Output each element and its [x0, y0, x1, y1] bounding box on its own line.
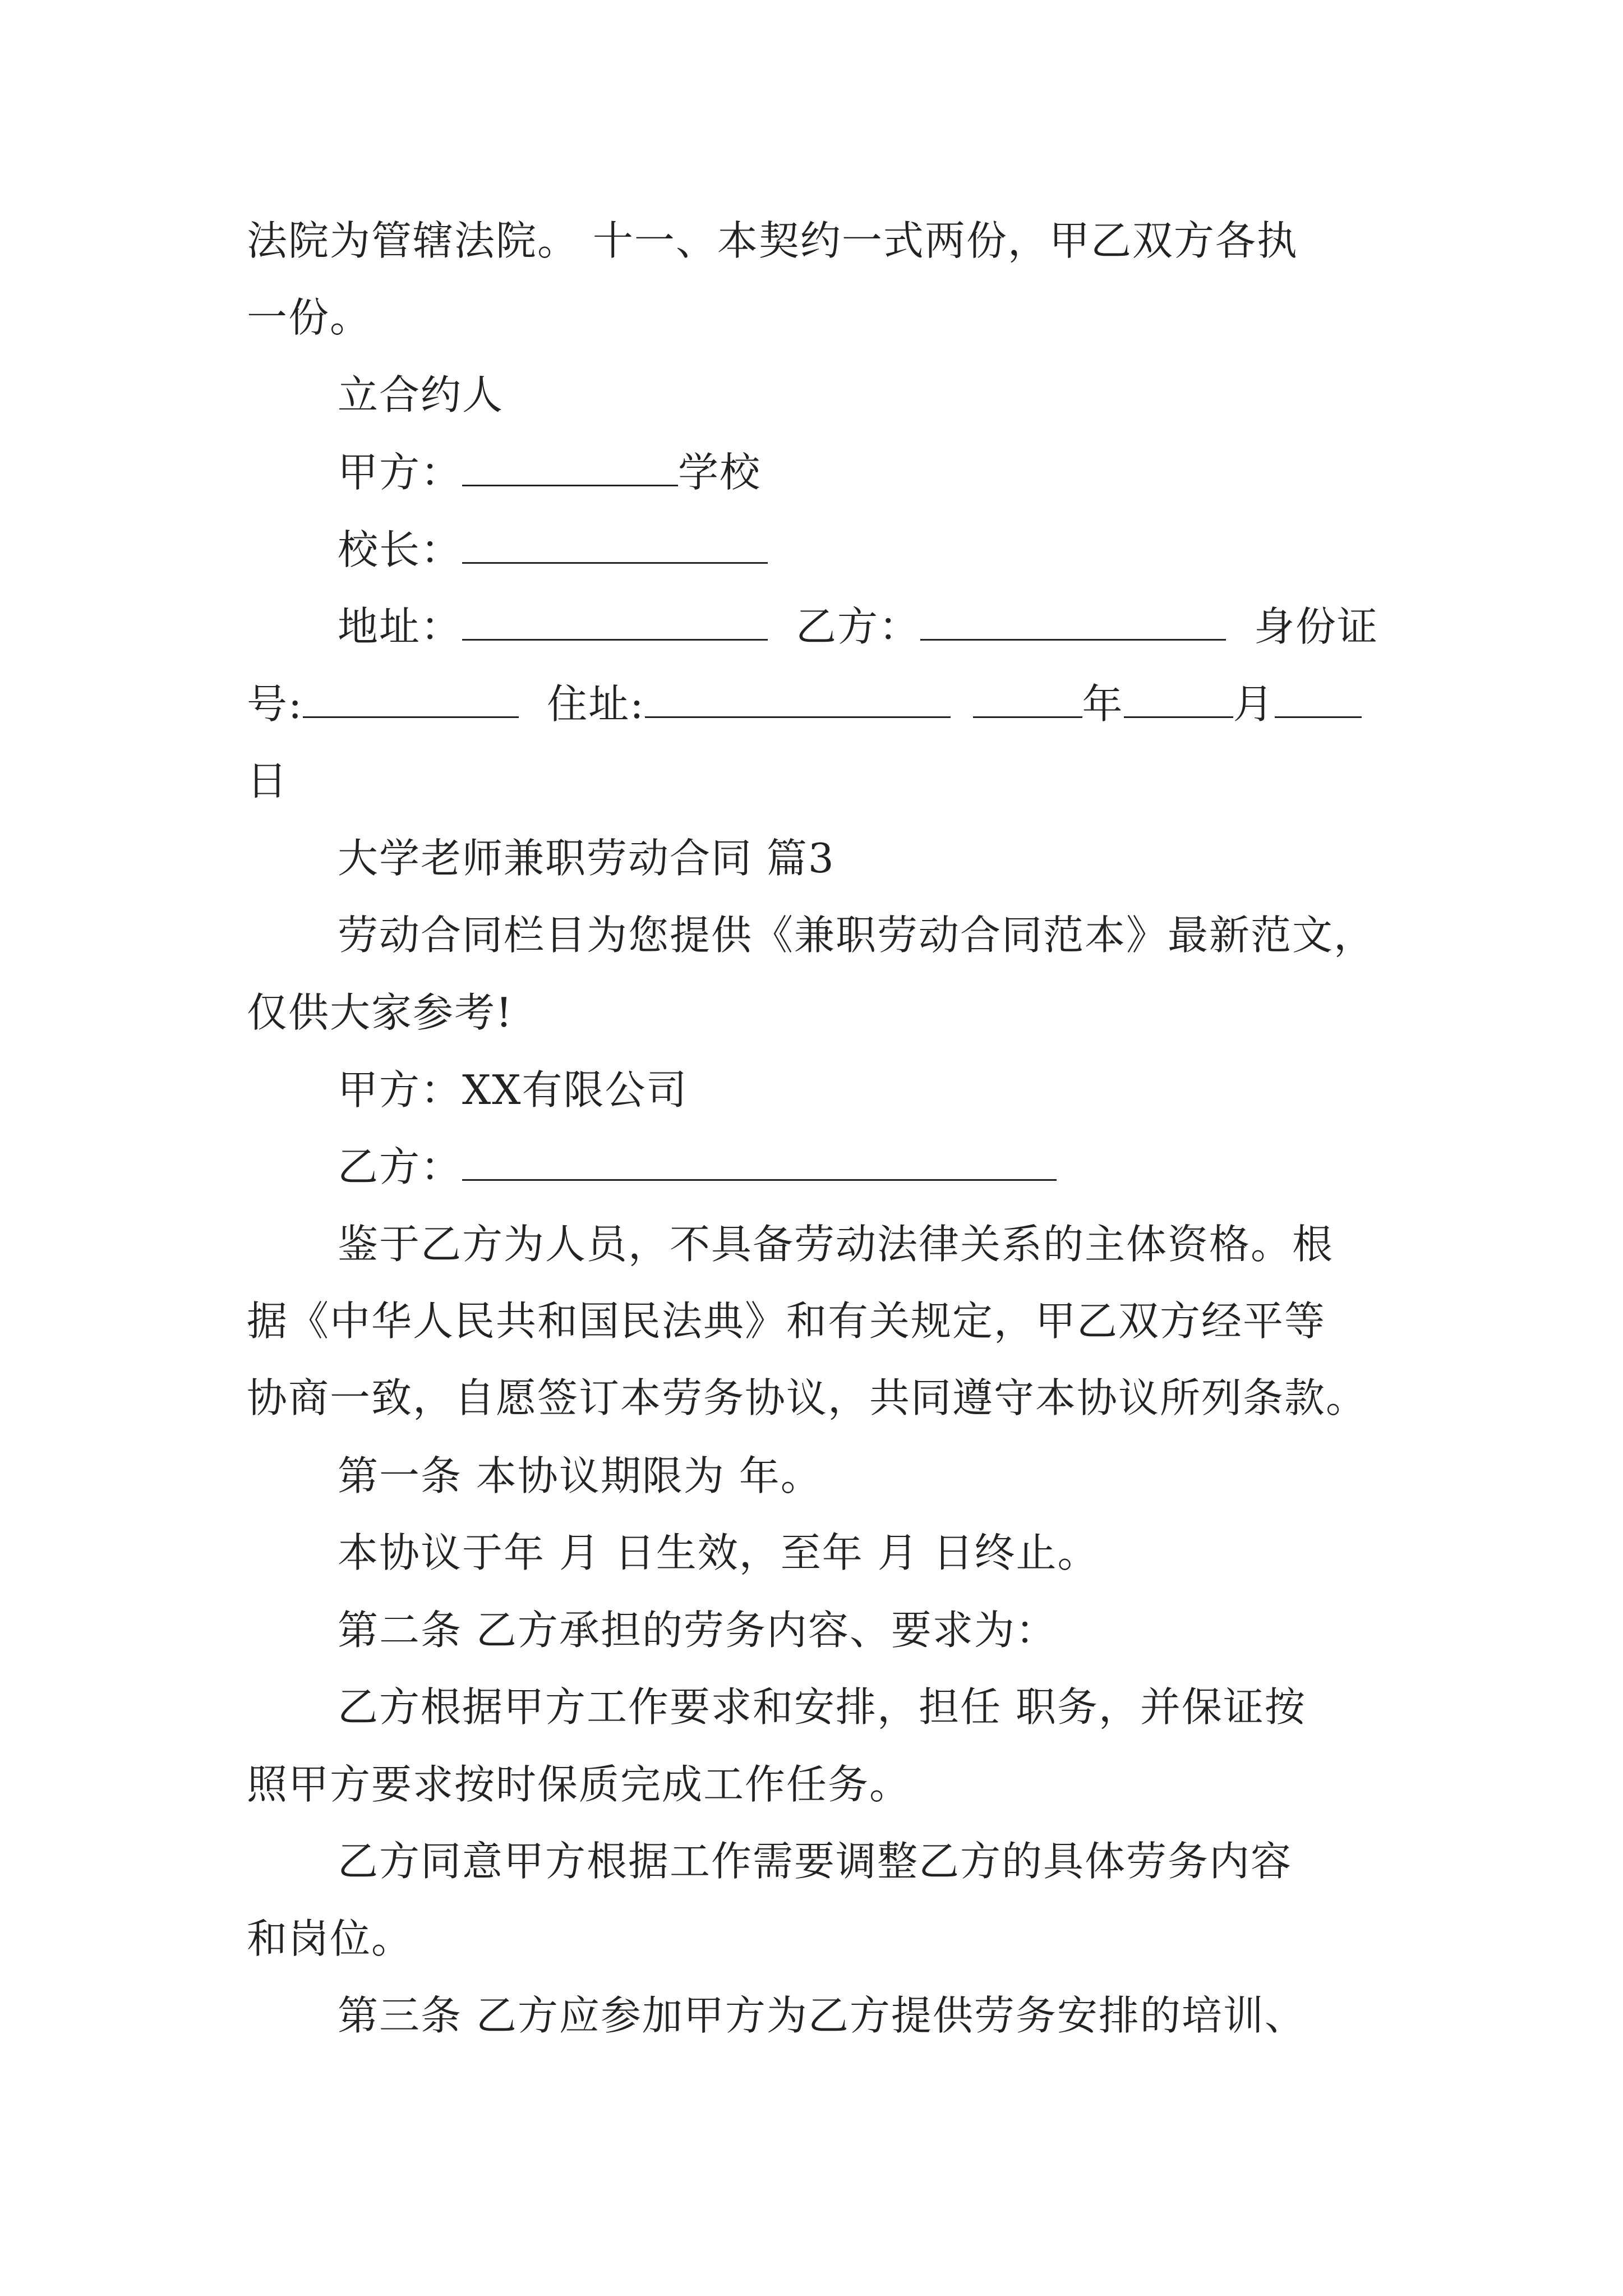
party-b-label: 乙方： [338, 1143, 463, 1190]
party-a-label: 甲方： [338, 449, 463, 496]
text-line-content: 第三条 乙方应参加甲方为乙方提供劳务安排的培训、 [338, 1992, 1306, 2039]
text-line [247, 1297, 1326, 1345]
day-label: 日 [247, 757, 289, 804]
text-line-content: 第二条 乙方承担的劳务内容、要求为： [338, 1607, 1057, 1654]
text-line [338, 912, 1376, 959]
text-line [338, 1066, 688, 1114]
blank-field [1275, 684, 1362, 718]
text-line [247, 680, 1362, 728]
text-line [338, 603, 1379, 650]
blank-field [920, 606, 1226, 641]
text-line [247, 1761, 911, 1808]
section-heading [338, 835, 835, 882]
text-line-content: 乙方同意甲方根据工作需要调整乙方的具体劳务内容 [338, 1838, 1293, 1885]
text-line-content: 据《中华人民共和国民法典》和有关规定，甲乙双方经平等 [247, 1297, 1326, 1345]
blank-field [462, 452, 678, 486]
text-line [338, 449, 762, 496]
text-line [338, 1992, 1306, 2039]
party-b-label: 乙方： [796, 603, 921, 650]
text-line-content: 本协议于年 月 日生效，至年 月 日终止。 [338, 1529, 1099, 1576]
text-line [338, 526, 768, 573]
residence-label: 住址: [547, 680, 645, 728]
school-label: 学校 [678, 449, 762, 496]
text-line-content: 劳动合同栏目为您提供《兼职劳动合同范本》最新范文， [338, 912, 1376, 959]
text-line [338, 1143, 1057, 1190]
text-line [247, 217, 1380, 264]
principal-label: 校长： [338, 526, 463, 573]
text-line [247, 989, 513, 1036]
text-line-content: 法院为管辖法院。 十一、本契约一式两份，甲乙双方各执 [247, 217, 1298, 264]
number-label: 号: [247, 680, 303, 728]
text-line [247, 1374, 1368, 1421]
text-line-content: 照甲方要求按时保质完成工作任务。 [247, 1761, 911, 1808]
text-line-content: 甲方：XX有限公司 [338, 1066, 688, 1114]
month-label: 月 [1233, 680, 1275, 728]
text-line [247, 294, 372, 341]
text-line [338, 1529, 1099, 1576]
blank-field [645, 684, 951, 718]
text-line-content: 一份。 [247, 294, 372, 341]
text-line-content: 协商一致，自愿签订本劳务协议，共同遵守本协议所列条款。 [247, 1374, 1368, 1421]
year-label: 年 [1082, 680, 1124, 728]
text-line-content: 乙方根据甲方工作要求和安排，担任 职务，并保证按 [338, 1683, 1306, 1731]
blank-field [462, 1147, 1057, 1181]
id-label: 身份证 [1254, 603, 1379, 650]
text-line [247, 757, 289, 804]
blank-field [973, 684, 1082, 718]
text-line-content: 和岗位。 [247, 1915, 413, 1962]
address-label: 地址： [338, 603, 463, 650]
text-line-content: 鉴于乙方为人员，不具备劳动法律关系的主体资格。根 [338, 1221, 1334, 1268]
blank-field [303, 684, 519, 718]
blank-field [462, 530, 768, 564]
text-line-content: 立合约人 [338, 371, 504, 418]
text-line [338, 371, 504, 418]
blank-field [462, 606, 768, 641]
text-line [338, 1221, 1334, 1268]
text-line-content: 第一条 本协议期限为 年。 [338, 1452, 822, 1499]
text-line [247, 1915, 413, 1962]
text-line-content: 大学老师兼职劳动合同 篇3 [338, 835, 835, 882]
text-line-content: 仅供大家参考! [247, 989, 513, 1036]
text-line [338, 1683, 1306, 1731]
blank-field [1124, 684, 1233, 718]
text-line [338, 1607, 1057, 1654]
text-line [338, 1838, 1293, 1885]
text-line [338, 1452, 822, 1499]
